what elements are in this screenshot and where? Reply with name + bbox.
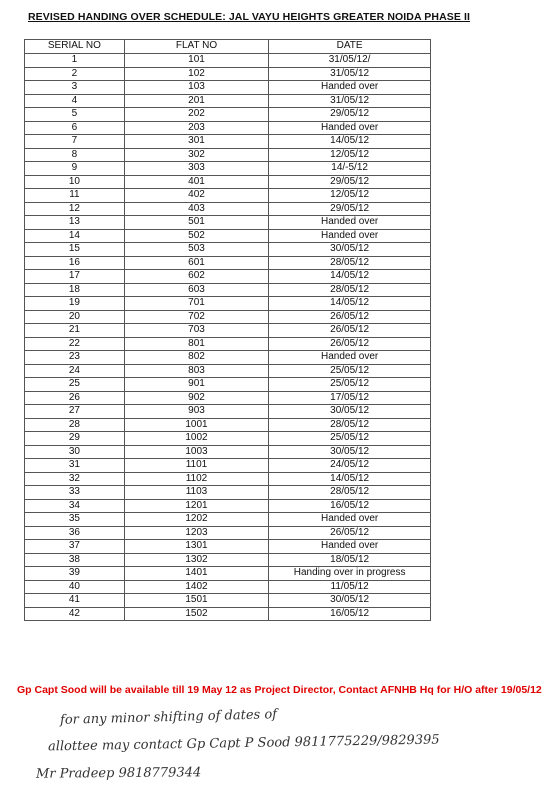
date-cell: Handed over: [269, 540, 431, 554]
flat-no-cell: 402: [124, 189, 268, 203]
date-cell: 12/05/12: [269, 189, 431, 203]
date-cell: 31/05/12: [269, 67, 431, 81]
page-title: REVISED HANDING OVER SCHEDULE: JAL VAYU HEIGHTS GREATER NOIDA PHASE II: [28, 11, 471, 23]
date-cell: Handed over: [269, 351, 431, 365]
date-cell: 31/05/12/: [269, 54, 431, 68]
table-row: [25, 216, 431, 230]
flat-no-cell: 101: [124, 54, 268, 68]
date-cell: 11/05/12: [269, 580, 431, 594]
serial-no-cell: 39: [25, 567, 125, 581]
flat-no-cell: 1103: [124, 486, 268, 500]
date-cell: 29/05/12: [269, 175, 431, 189]
serial-no-cell: 11: [25, 189, 125, 203]
table-row: [25, 553, 431, 567]
flat-no-cell: 901: [124, 378, 268, 392]
date-cell: Handed over: [269, 229, 431, 243]
header-serial-no: SERIAL NO: [25, 40, 125, 54]
flat-no-cell: 1101: [124, 459, 268, 473]
flat-no-cell: 702: [124, 310, 268, 324]
serial-no-cell: 27: [25, 405, 125, 419]
serial-no-cell: 40: [25, 580, 125, 594]
serial-no-cell: 14: [25, 229, 125, 243]
flat-no-cell: 903: [124, 405, 268, 419]
table-row: [25, 580, 431, 594]
header-flat-no: FLAT NO: [124, 40, 268, 54]
schedule-table: [24, 39, 431, 621]
flat-no-cell: 203: [124, 121, 268, 135]
flat-no-cell: 1302: [124, 553, 268, 567]
handwritten-line: allottee may contact Gp Capt P Sood 9811775229/9829395: [47, 732, 440, 755]
handwritten-line: Mr Pradeep 9818779344: [35, 765, 202, 782]
date-cell: Handed over: [269, 81, 431, 95]
date-cell: 26/05/12: [269, 324, 431, 338]
table-row: [25, 67, 431, 81]
serial-no-cell: 24: [25, 364, 125, 378]
flat-no-cell: 1501: [124, 594, 268, 608]
table-row: [25, 567, 431, 581]
table-row: [25, 540, 431, 554]
table-row: [25, 310, 431, 324]
serial-no-cell: 23: [25, 351, 125, 365]
date-cell: 26/05/12: [269, 310, 431, 324]
serial-no-cell: 18: [25, 283, 125, 297]
flat-no-cell: 1102: [124, 472, 268, 486]
project-director-note: Gp Capt Sood will be available till 19 May 12 as Project Director, Contact AFNHB Hq for H/O after 19/05/12: [17, 684, 542, 696]
serial-no-cell: 25: [25, 378, 125, 392]
serial-no-cell: 35: [25, 513, 125, 527]
date-cell: 30/05/12: [269, 594, 431, 608]
flat-no-cell: 1002: [124, 432, 268, 446]
date-cell: 28/05/12: [269, 486, 431, 500]
flat-no-cell: 603: [124, 283, 268, 297]
flat-no-cell: 1003: [124, 445, 268, 459]
table-row: [25, 351, 431, 365]
table-row: [25, 418, 431, 432]
table-row: [25, 297, 431, 311]
table-row: [25, 459, 431, 473]
table-row: [25, 243, 431, 257]
date-cell: 18/05/12: [269, 553, 431, 567]
table-row: [25, 378, 431, 392]
serial-no-cell: 9: [25, 162, 125, 176]
flat-no-cell: 1401: [124, 567, 268, 581]
date-cell: 28/05/12: [269, 256, 431, 270]
date-cell: Handed over: [269, 513, 431, 527]
table-row: [25, 135, 431, 149]
flat-no-cell: 1301: [124, 540, 268, 554]
serial-no-cell: 5: [25, 108, 125, 122]
table-row: [25, 526, 431, 540]
serial-no-cell: 6: [25, 121, 125, 135]
serial-no-cell: 21: [25, 324, 125, 338]
serial-no-cell: 1: [25, 54, 125, 68]
flat-no-cell: 1502: [124, 607, 268, 621]
table-row: [25, 405, 431, 419]
table-row: [25, 148, 431, 162]
header-date: DATE: [269, 40, 431, 54]
serial-no-cell: 7: [25, 135, 125, 149]
flat-no-cell: 102: [124, 67, 268, 81]
date-cell: 29/05/12: [269, 108, 431, 122]
flat-no-cell: 703: [124, 324, 268, 338]
serial-no-cell: 19: [25, 297, 125, 311]
table-row: [25, 432, 431, 446]
date-cell: 30/05/12: [269, 243, 431, 257]
flat-no-cell: 503: [124, 243, 268, 257]
serial-no-cell: 20: [25, 310, 125, 324]
flat-no-cell: 1201: [124, 499, 268, 513]
flat-no-cell: 1001: [124, 418, 268, 432]
table-header-row: [25, 40, 431, 54]
table-row: [25, 81, 431, 95]
serial-no-cell: 17: [25, 270, 125, 284]
table-row: [25, 108, 431, 122]
serial-no-cell: 41: [25, 594, 125, 608]
serial-no-cell: 10: [25, 175, 125, 189]
table-row: [25, 189, 431, 203]
date-cell: 28/05/12: [269, 418, 431, 432]
table-row: [25, 270, 431, 284]
table-row: [25, 162, 431, 176]
date-cell: 17/05/12: [269, 391, 431, 405]
date-cell: 25/05/12: [269, 432, 431, 446]
serial-no-cell: 29: [25, 432, 125, 446]
flat-no-cell: 802: [124, 351, 268, 365]
serial-no-cell: 34: [25, 499, 125, 513]
table-row: [25, 391, 431, 405]
table-row: [25, 513, 431, 527]
serial-no-cell: 37: [25, 540, 125, 554]
flat-no-cell: 1402: [124, 580, 268, 594]
serial-no-cell: 4: [25, 94, 125, 108]
date-cell: 12/05/12: [269, 148, 431, 162]
table-row: [25, 472, 431, 486]
table-row: [25, 607, 431, 621]
date-cell: 14/05/12: [269, 472, 431, 486]
date-cell: 30/05/12: [269, 405, 431, 419]
flat-no-cell: 403: [124, 202, 268, 216]
date-cell: 26/05/12: [269, 337, 431, 351]
serial-no-cell: 3: [25, 81, 125, 95]
table-row: [25, 445, 431, 459]
flat-no-cell: 801: [124, 337, 268, 351]
table-body: [25, 54, 431, 621]
date-cell: Handed over: [269, 216, 431, 230]
table-row: [25, 94, 431, 108]
handwritten-line: for any minor shifting of dates of: [59, 707, 278, 728]
serial-no-cell: 32: [25, 472, 125, 486]
serial-no-cell: 33: [25, 486, 125, 500]
flat-no-cell: 303: [124, 162, 268, 176]
table-row: [25, 324, 431, 338]
serial-no-cell: 15: [25, 243, 125, 257]
serial-no-cell: 12: [25, 202, 125, 216]
date-cell: 14/05/12: [269, 135, 431, 149]
date-cell: 30/05/12: [269, 445, 431, 459]
serial-no-cell: 31: [25, 459, 125, 473]
table-row: [25, 54, 431, 68]
table-row: [25, 364, 431, 378]
date-cell: 28/05/12: [269, 283, 431, 297]
serial-no-cell: 13: [25, 216, 125, 230]
table-row: [25, 486, 431, 500]
flat-no-cell: 401: [124, 175, 268, 189]
date-cell: 31/05/12: [269, 94, 431, 108]
date-cell: 29/05/12: [269, 202, 431, 216]
flat-no-cell: 803: [124, 364, 268, 378]
date-cell: 25/05/12: [269, 378, 431, 392]
serial-no-cell: 16: [25, 256, 125, 270]
date-cell: Handed over: [269, 121, 431, 135]
table-row: [25, 594, 431, 608]
date-cell: 24/05/12: [269, 459, 431, 473]
flat-no-cell: 502: [124, 229, 268, 243]
table-row: [25, 175, 431, 189]
serial-no-cell: 38: [25, 553, 125, 567]
serial-no-cell: 36: [25, 526, 125, 540]
serial-no-cell: 22: [25, 337, 125, 351]
serial-no-cell: 28: [25, 418, 125, 432]
flat-no-cell: 902: [124, 391, 268, 405]
table-row: [25, 256, 431, 270]
serial-no-cell: 2: [25, 67, 125, 81]
flat-no-cell: 103: [124, 81, 268, 95]
date-cell: 16/05/12: [269, 499, 431, 513]
serial-no-cell: 30: [25, 445, 125, 459]
flat-no-cell: 1202: [124, 513, 268, 527]
date-cell: Handing over in progress: [269, 567, 431, 581]
flat-no-cell: 602: [124, 270, 268, 284]
flat-no-cell: 301: [124, 135, 268, 149]
serial-no-cell: 42: [25, 607, 125, 621]
flat-no-cell: 201: [124, 94, 268, 108]
table-row: [25, 337, 431, 351]
date-cell: 25/05/12: [269, 364, 431, 378]
flat-no-cell: 701: [124, 297, 268, 311]
flat-no-cell: 202: [124, 108, 268, 122]
flat-no-cell: 1203: [124, 526, 268, 540]
table-row: [25, 121, 431, 135]
table-row: [25, 229, 431, 243]
date-cell: 16/05/12: [269, 607, 431, 621]
table-row: [25, 202, 431, 216]
serial-no-cell: 26: [25, 391, 125, 405]
date-cell: 26/05/12: [269, 526, 431, 540]
date-cell: 14/-5/12: [269, 162, 431, 176]
date-cell: 14/05/12: [269, 270, 431, 284]
flat-no-cell: 501: [124, 216, 268, 230]
table-row: [25, 499, 431, 513]
serial-no-cell: 8: [25, 148, 125, 162]
date-cell: 14/05/12: [269, 297, 431, 311]
flat-no-cell: 601: [124, 256, 268, 270]
flat-no-cell: 302: [124, 148, 268, 162]
table-row: [25, 283, 431, 297]
